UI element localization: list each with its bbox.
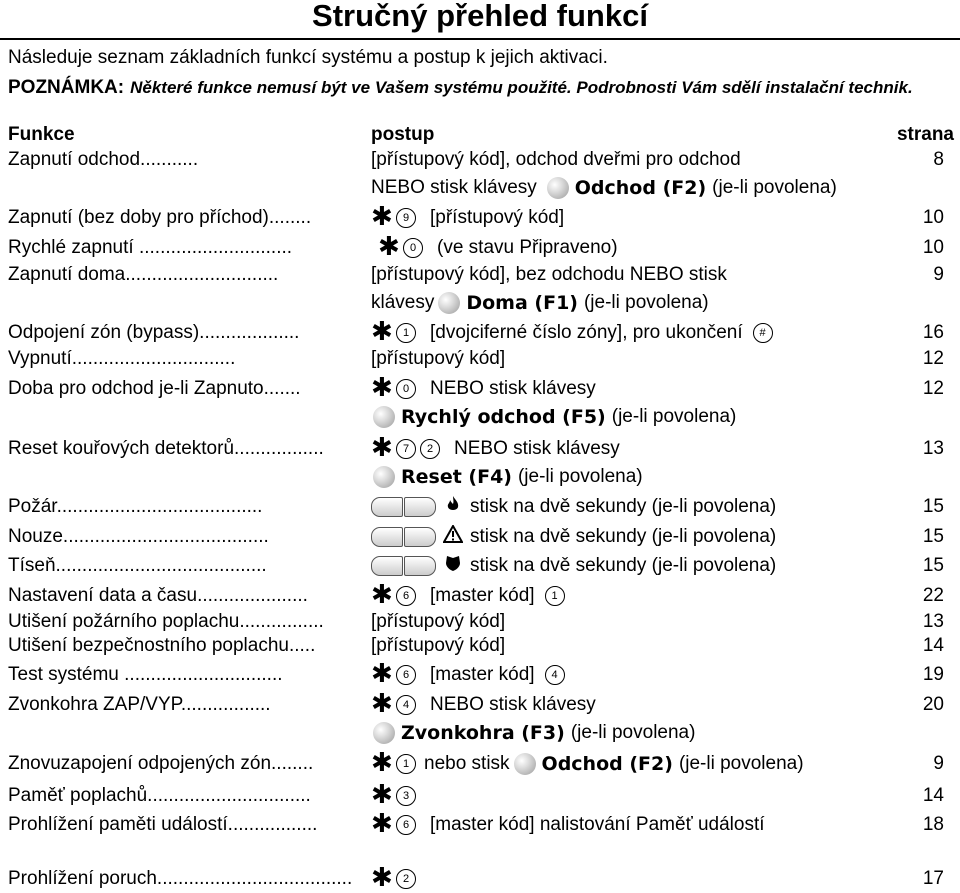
hash-key-icon: # [753, 323, 773, 343]
list-item [8, 580, 952, 610]
function-name: Reset kouřových detektorů................. [8, 438, 324, 459]
procedure-suffix: (je-li povolena) [712, 177, 837, 198]
page-number: 17 [922, 868, 944, 889]
list-item [8, 202, 952, 232]
list-item [8, 748, 952, 778]
function-name: Znovuzapojení odpojených zón........ [8, 753, 314, 774]
list-item [8, 659, 952, 689]
list-item [8, 494, 952, 520]
function-key-label: Zvonkohra (F3) [401, 722, 565, 744]
procedure-text: [master kód] [430, 664, 535, 685]
page-number: 18 [922, 814, 944, 835]
note-label: POZNÁMKA: [8, 77, 125, 98]
header-procedure: postup [371, 124, 435, 145]
page-number: 9 [933, 264, 944, 285]
list-item [8, 317, 952, 347]
note [8, 78, 953, 97]
function-name: Utišení požárního poplachu................ [8, 611, 324, 632]
procedure-text: NEBO stisk klávesy [454, 438, 620, 459]
procedure-text: [dvojciferné číslo zóny], pro ukončení [430, 322, 743, 343]
star-key-icon: ✱ [371, 580, 393, 610]
procedure [371, 633, 505, 659]
procedure-text: [přístupový kód] [371, 635, 506, 656]
procedure [371, 780, 420, 810]
page-number: 12 [922, 378, 944, 399]
procedure-text: NEBO stisk klávesy [430, 378, 596, 399]
procedure-text: [master kód] [430, 585, 535, 606]
function-name: Zapnutí odchod........... [8, 149, 199, 170]
digit-key-icon: 0 [396, 379, 416, 399]
procedure [371, 809, 765, 839]
procedure [371, 659, 569, 689]
function-key-icon [373, 466, 395, 488]
function-key-icon [373, 406, 395, 428]
function-name: Utišení bezpečnostního poplachu..... [8, 635, 316, 656]
procedure-text: [master kód] nalistování Paměť událostí [430, 814, 765, 835]
list-item [8, 433, 952, 463]
list-item [8, 553, 952, 579]
procedure-continuation [371, 175, 837, 201]
list-item [8, 609, 952, 635]
list-item [8, 809, 952, 839]
digit-key-icon: 1 [545, 586, 565, 606]
flame-icon [442, 494, 464, 520]
digit-key-icon: 3 [396, 786, 416, 806]
list-item [8, 780, 952, 810]
header-page: strana [896, 124, 954, 145]
list-item [8, 524, 952, 550]
procedure-continuation [373, 464, 643, 490]
star-key-icon: ✱ [371, 433, 393, 463]
function-name: Prohlížení poruch..................................... [8, 868, 353, 889]
function-name: Zapnutí doma............................. [8, 264, 279, 285]
function-key-icon [373, 722, 395, 744]
list-item [8, 373, 952, 403]
police-badge-icon [442, 553, 464, 579]
function-name: Prohlížení paměti událostí................. [8, 814, 318, 835]
star-key-icon: ✱ [371, 809, 393, 839]
procedure-text: NEBO stisk klávesy [371, 177, 537, 198]
procedure-text: [přístupový kód], bez odchodu NEBO stisk [371, 264, 727, 285]
key-pair-icon [371, 497, 436, 517]
procedure-text: stisk na dvě sekundy (je-li povolena) [470, 555, 777, 576]
star-key-icon: ✱ [371, 659, 393, 689]
page-number: 13 [922, 611, 944, 632]
procedure [378, 232, 618, 262]
digit-key-icon: 1 [396, 323, 416, 343]
header-function: Funkce [8, 124, 75, 145]
page-number: 10 [922, 237, 944, 258]
page-number: 19 [922, 664, 944, 685]
digit-key-icon: 2 [420, 439, 440, 459]
star-key-icon: ✱ [371, 317, 393, 347]
digit-key-icon: 2 [396, 869, 416, 889]
page-number: 14 [922, 785, 944, 806]
function-name: Rychlé zapnutí ............................. [8, 237, 293, 258]
list-item [8, 633, 952, 659]
digit-key-icon: 6 [396, 665, 416, 685]
key-pair-icon [371, 527, 436, 547]
star-key-icon: ✱ [371, 780, 393, 810]
procedure-text: stisk na dvě sekundy (je-li povolena) [470, 496, 777, 517]
digit-key-icon: 1 [396, 754, 416, 774]
function-key-label: Reset (F4) [401, 466, 512, 488]
procedure-text: (ve stavu Připraveno) [437, 237, 618, 258]
page-number: 14 [922, 635, 944, 656]
function-key-label: Rychlý odchod (F5) [401, 406, 606, 428]
procedure-continuation [373, 404, 736, 430]
function-name: Test systému .............................. [8, 664, 283, 685]
function-name: Zapnutí (bez doby pro příchod)........ [8, 207, 312, 228]
star-key-icon: ✱ [371, 202, 393, 232]
procedure-text: stisk na dvě sekundy (je-li povolena) [470, 526, 777, 547]
procedure-suffix: (je-li povolena) [517, 466, 643, 487]
page-number: 8 [933, 149, 944, 170]
procedure-suffix: (je-li povolena) [583, 292, 709, 313]
page-number: 22 [922, 585, 944, 606]
function-name: Zvonkohra ZAP/VYP................. [8, 694, 271, 715]
function-key-icon [514, 753, 536, 775]
star-key-icon: ✱ [378, 232, 400, 262]
digit-key-icon: 4 [545, 665, 565, 685]
page-number: 15 [922, 496, 944, 517]
function-key-label: Odchod (F2) [541, 753, 673, 775]
page-number: 15 [922, 555, 944, 576]
procedure [371, 689, 596, 719]
function-name: Tíseň........................................ [8, 555, 267, 576]
digit-key-icon: 6 [396, 586, 416, 606]
procedure [371, 494, 776, 520]
function-key-icon [438, 292, 460, 314]
star-key-icon: ✱ [371, 689, 393, 719]
title-divider [0, 38, 960, 40]
page-number: 16 [922, 322, 944, 343]
procedure [371, 863, 420, 893]
page-number: 9 [933, 753, 944, 774]
warning-triangle-icon [442, 524, 464, 550]
function-name: Odpojení zón (bypass)................... [8, 322, 300, 343]
function-key-label: Doma (F1) [466, 292, 578, 314]
intro-text: Následuje seznam základních funkcí systému a postup k jejich aktivaci. [8, 47, 608, 68]
star-key-icon: ✱ [371, 748, 393, 778]
list-item [8, 863, 952, 893]
procedure [371, 524, 776, 550]
procedure-continuation [371, 290, 709, 316]
procedure-continuation [373, 720, 695, 746]
page-number: 13 [922, 438, 944, 459]
list-item [8, 689, 952, 719]
digit-key-icon: 4 [396, 695, 416, 715]
procedure-text: [přístupový kód] [371, 348, 506, 369]
digit-key-icon: 0 [403, 238, 423, 258]
function-key-icon [547, 177, 569, 199]
star-key-icon: ✱ [371, 863, 393, 893]
list-item [8, 262, 952, 288]
digit-key-icon: 9 [396, 208, 416, 228]
procedure-text: [přístupový kód] [371, 611, 506, 632]
digit-key-icon: 7 [396, 439, 416, 459]
function-name: Nouze....................................... [8, 526, 269, 547]
procedure [371, 553, 776, 579]
procedure [371, 609, 505, 635]
procedure [371, 346, 505, 372]
list-item [8, 147, 952, 173]
function-name: Nastavení data a času..................... [8, 585, 308, 606]
procedure [371, 580, 569, 610]
function-name: Požár....................................... [8, 496, 263, 517]
key-pair-icon [371, 556, 436, 576]
list-item [8, 346, 952, 372]
star-key-icon: ✱ [371, 373, 393, 403]
procedure [371, 262, 727, 288]
procedure-text: nebo stisk [424, 753, 510, 774]
procedure-text: [přístupový kód], odchod dveřmi pro odchod [371, 149, 741, 170]
page-number: 15 [922, 526, 944, 547]
page-number: 10 [922, 207, 944, 228]
function-name: Doba pro odchod je-li Zapnuto....... [8, 378, 301, 399]
page-number: 20 [922, 694, 944, 715]
function-name: Paměť poplachů............................... [8, 785, 311, 806]
digit-key-icon: 6 [396, 815, 416, 835]
procedure [371, 317, 777, 347]
procedure [371, 147, 741, 173]
procedure-suffix: (je-li povolena) [678, 753, 804, 774]
procedure-suffix: (je-li povolena) [570, 722, 696, 743]
procedure [371, 748, 804, 778]
procedure-text: [přístupový kód] [430, 207, 565, 228]
function-name: Vypnutí............................... [8, 348, 236, 369]
function-key-label: Odchod (F2) [574, 177, 707, 199]
page-number: 12 [922, 348, 944, 369]
procedure-text: klávesy [371, 292, 435, 313]
procedure-suffix: (je-li povolena) [611, 406, 737, 427]
procedure [371, 433, 620, 463]
procedure-text: NEBO stisk klávesy [430, 694, 596, 715]
procedure [371, 373, 596, 403]
list-item [8, 232, 952, 262]
page-title: Stručný přehled funkcí [312, 0, 648, 33]
note-text: Některé funkce nemusí být ve Vašem systému použité. Podrobnosti Vám sdělí instalační technik. [130, 78, 913, 97]
procedure [371, 202, 565, 232]
